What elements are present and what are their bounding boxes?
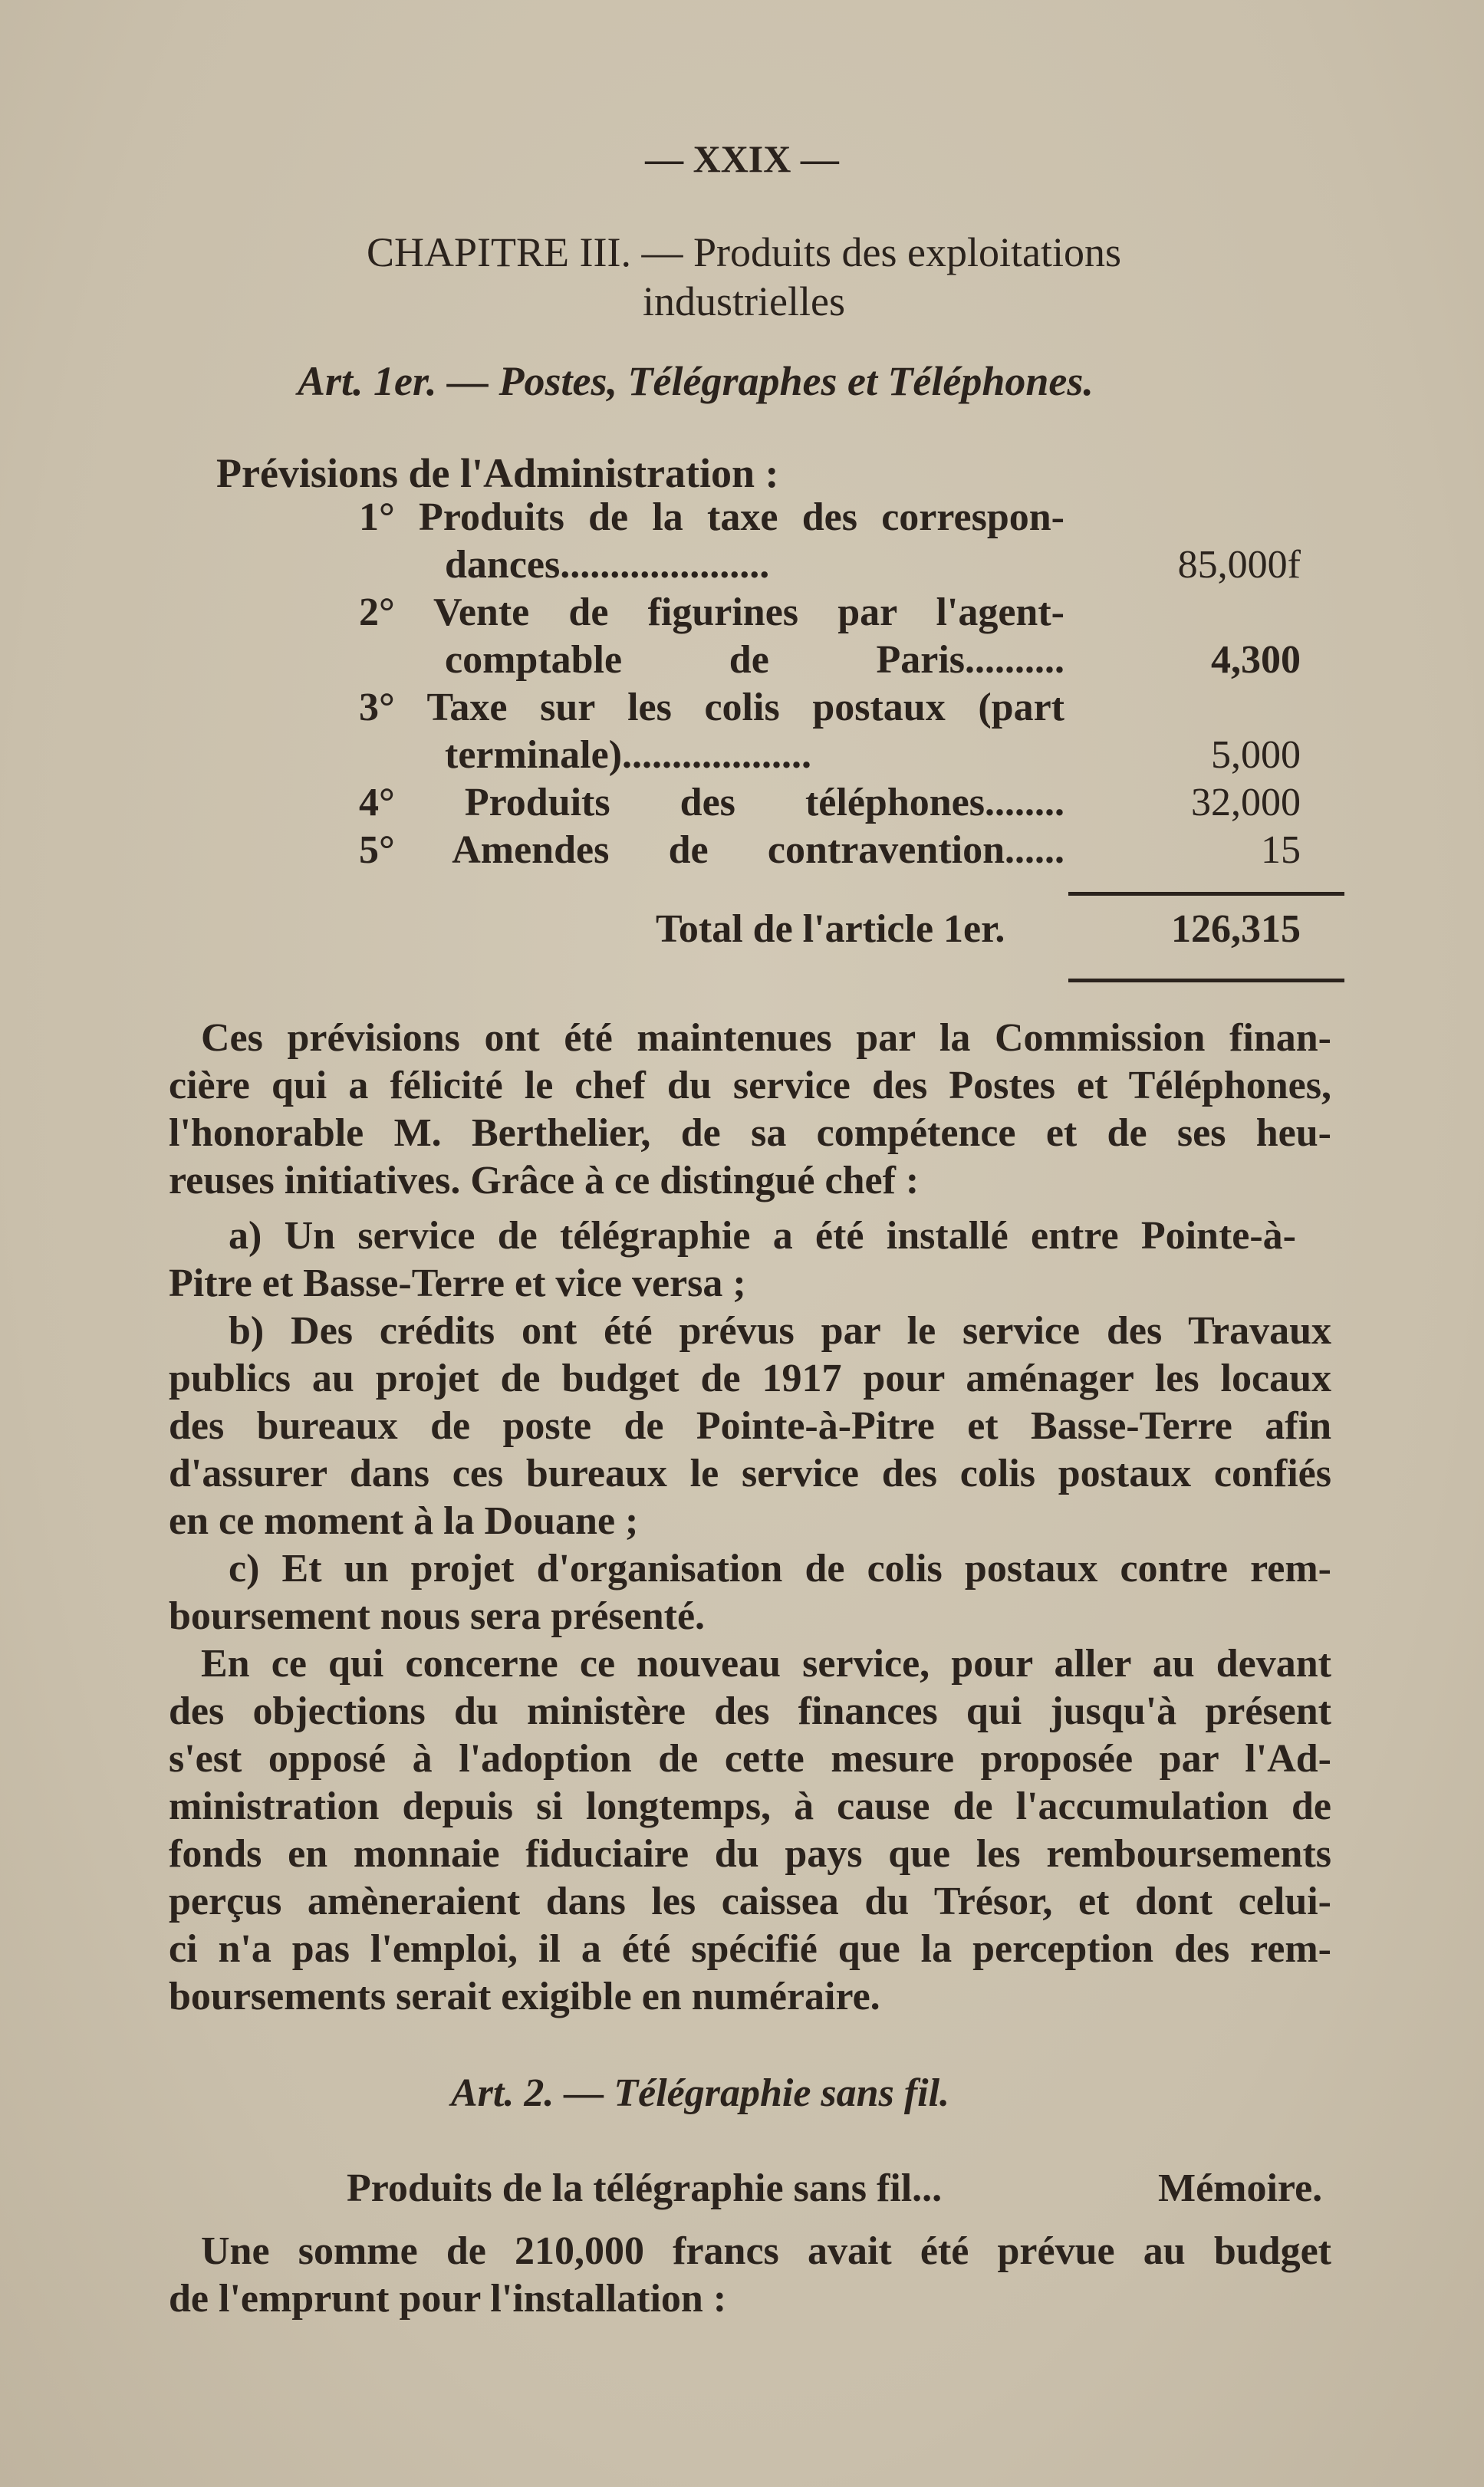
body-line: a) Un service de télégraphie a été installé entre Pointe-à- — [229, 1214, 1296, 1258]
body-line: boursement nous sera présenté. — [169, 1594, 706, 1638]
body-line: cière qui a félicité le chef du service des Postes et Téléphones, — [169, 1064, 1331, 1107]
subtotal-rule — [1068, 892, 1344, 896]
body-line: boursements serait exigible en numéraire. — [169, 1975, 880, 2018]
article2-item-value: Mémoire. — [1158, 2166, 1323, 2210]
body-line: des objections du ministère des finances qui jusqu'à présent — [169, 1689, 1331, 1733]
body-line: b) Des crédits ont été prévus par le service des Travaux — [229, 1309, 1331, 1353]
item-5-amount: 15 — [1261, 828, 1301, 872]
body-line: Ces prévisions ont été maintenues par la Commission finan- — [201, 1016, 1331, 1060]
item-3-line2: terminale)................... — [445, 733, 812, 777]
article1-intro: Prévisions de l'Administration : — [216, 450, 779, 496]
body-line: de l'emprunt pour l'installation : — [169, 2277, 727, 2321]
body-line: reuses initiatives. Grâce à ce distingué chef : — [169, 1159, 920, 1202]
page-number: — XXIX — — [645, 137, 839, 180]
total-rule — [1068, 979, 1344, 982]
article1-heading: Art. 1er. — Postes, Télégraphes et Téléphones. — [298, 358, 1094, 404]
item-2-amount: 4,300 — [1211, 638, 1301, 682]
chapter-title-line1: CHAPITRE III. — Produits des exploitations — [367, 229, 1121, 275]
item-4-amount: 32,000 — [1191, 781, 1301, 824]
article2-heading: Art. 2. — Télégraphie sans fil. — [451, 2071, 950, 2115]
item-1-amount: 85,000f — [1177, 543, 1301, 587]
item-1-line2: dances..................... — [445, 543, 770, 587]
item-3-line1: 3° Taxe sur les colis postaux (part — [359, 686, 1064, 729]
body-line: Pitre et Basse-Terre et vice versa ; — [169, 1262, 746, 1305]
chapter-title-line2: industrielles — [643, 278, 845, 324]
body-line: l'honorable M. Berthelier, de sa compétence et de ses heu- — [169, 1111, 1331, 1155]
total-label: Total de l'article 1er. — [656, 907, 1005, 951]
body-line: ministration depuis si longtemps, à cause de l'accumulation de — [169, 1785, 1331, 1828]
body-line: publics au projet de budget de 1917 pour aménager les locaux — [169, 1357, 1331, 1400]
item-3-amount: 5,000 — [1211, 733, 1301, 777]
item-1-line1: 1° Produits de la taxe des correspon- — [359, 495, 1064, 539]
body-line: c) Et un projet d'organisation de colis postaux contre rem- — [229, 1547, 1331, 1591]
body-line: perçus amèneraient dans les caissea du Trésor, et dont celui- — [169, 1880, 1331, 1923]
body-line: d'assurer dans ces bureaux le service des colis postaux confiés — [169, 1452, 1331, 1495]
body-line: des bureaux de poste de Pointe-à-Pitre et Basse-Terre afin — [169, 1404, 1331, 1448]
body-line: s'est opposé à l'adoption de cette mesure proposée par l'Ad- — [169, 1737, 1331, 1781]
body-line: En ce qui concerne ce nouveau service, pour aller au devant — [201, 1642, 1331, 1686]
body-line: ci n'a pas l'emploi, il a été spécifié que la perception des rem- — [169, 1927, 1331, 1971]
item-2-line1: 2° Vente de figurines par l'agent- — [359, 590, 1064, 634]
total-amount: 126,315 — [1171, 907, 1301, 951]
body-line: en ce moment à la Douane ; — [169, 1499, 639, 1543]
item-4-line1: 4° Produits des téléphones........ — [359, 781, 1064, 824]
body-line: fonds en monnaie fiduciaire du pays que les remboursements — [169, 1832, 1331, 1876]
article2-item-label: Produits de la télégraphie sans fil... — [347, 2166, 943, 2210]
body-line: Une somme de 210,000 francs avait été prévue au budget — [201, 2229, 1331, 2273]
item-2-line2: comptable de Paris.......... — [445, 638, 1064, 682]
item-5-line1: 5° Amendes de contravention...... — [359, 828, 1064, 872]
